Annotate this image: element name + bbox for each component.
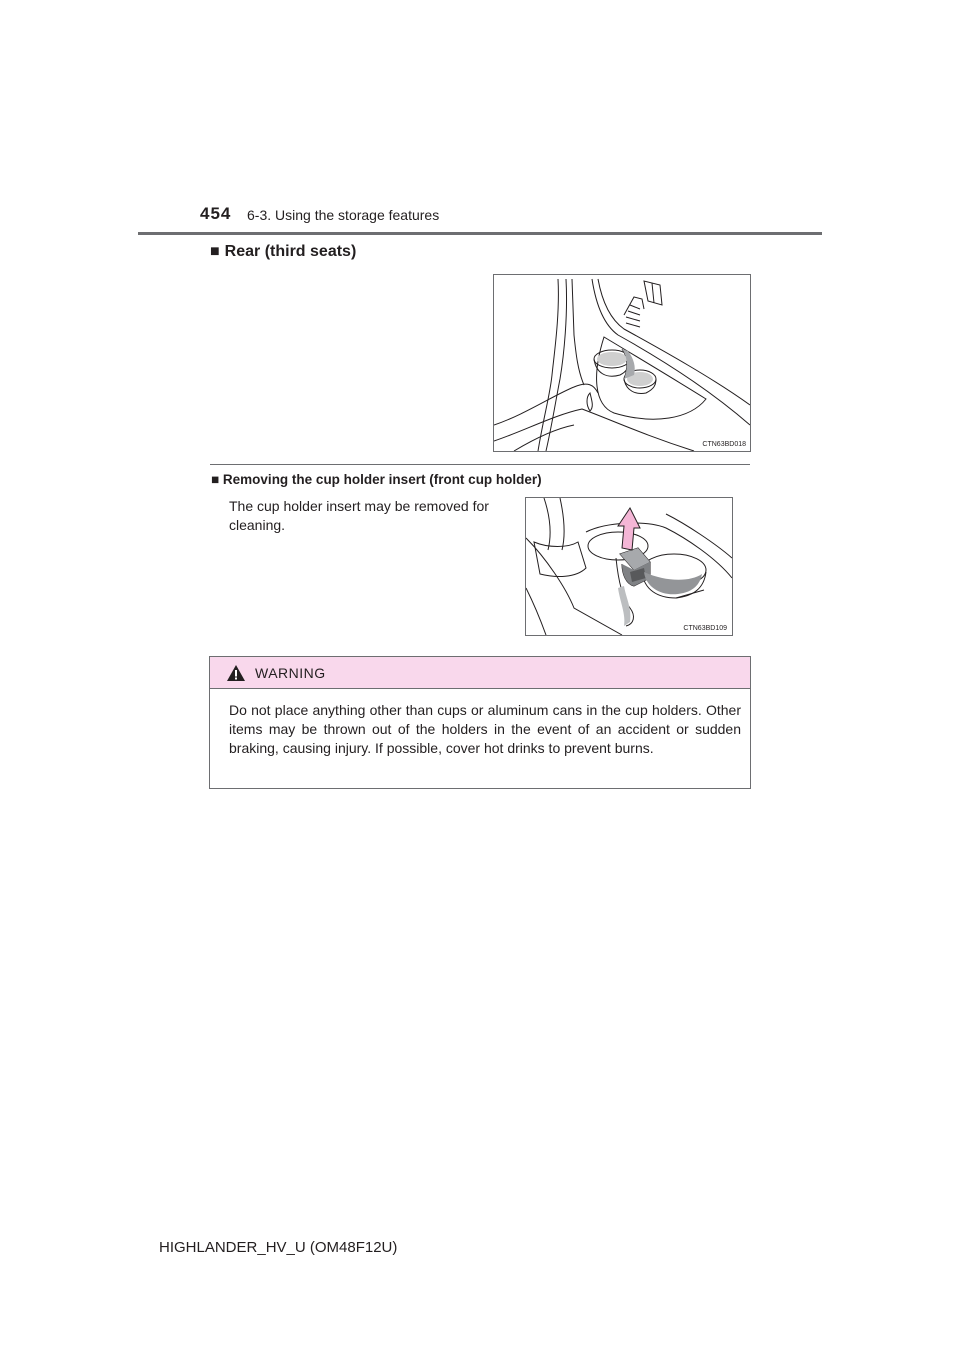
rear-cup-holder-drawing (494, 275, 750, 451)
cup-holder-insert-drawing (526, 498, 732, 635)
warning-label: WARNING (255, 665, 326, 681)
square-bullet-icon: ■ (210, 243, 220, 260)
page-number: 454 (200, 204, 232, 223)
removing-insert-heading-text: Removing the cup holder insert (front cup holder) (222, 472, 542, 487)
insert-figure-code: CTN63BD109 (683, 625, 727, 632)
lift-arrow-icon (618, 508, 640, 550)
removing-insert-heading (211, 472, 542, 487)
footer-model-code: HIGHLANDER_HV_U (OM48F12U) (159, 1239, 398, 1256)
header-rule (138, 232, 822, 235)
removing-insert-body: The cup holder insert may be removed for cleaning. (229, 498, 489, 533)
warning-body: Do not place anything other than cups or aluminum cans in the cup holders. Other items may be thrown out of the holders in the event of an accident or sudden braking, causing injury. If possible, cover hot drinks to prevent burns. (229, 702, 741, 756)
rear-figure-code: CTN63BD018 (702, 441, 746, 448)
rear-cup-holder-illustration (493, 274, 751, 452)
warning-triangle-icon (226, 664, 246, 682)
rear-heading-text: Rear (third seats) (224, 243, 357, 260)
square-bullet-icon: ■ (211, 472, 220, 487)
subsection-rule (210, 464, 750, 465)
warning-header (210, 657, 750, 689)
cup-holder-insert-illustration (525, 497, 733, 636)
section-title: 6-3. Using the storage features (247, 207, 440, 223)
rear-heading (210, 243, 356, 261)
warning-box (209, 656, 751, 789)
